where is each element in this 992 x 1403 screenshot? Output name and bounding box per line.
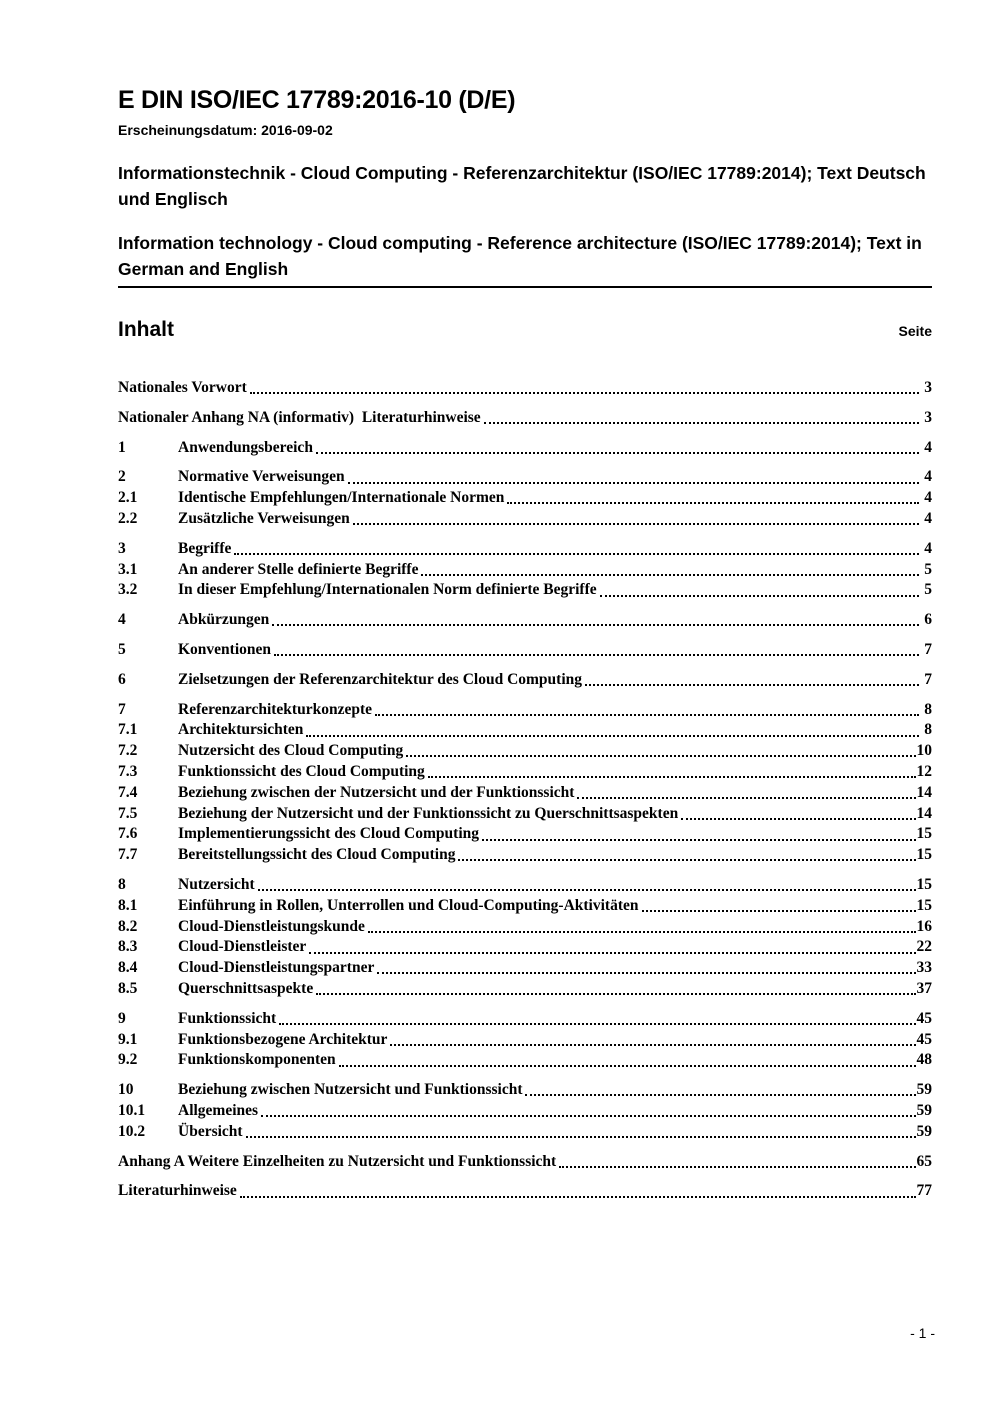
- toc-entry-number: 7.3: [118, 762, 138, 780]
- toc-entry-number: 8.3: [118, 938, 138, 956]
- toc-leader-dots: [309, 952, 915, 954]
- toc-entry-number: 5: [118, 640, 126, 658]
- toc-entry-page: 12: [916, 762, 932, 780]
- toc-leader-dots: [600, 595, 919, 597]
- toc-entry-page: 7: [924, 670, 932, 688]
- toc-entry: [118, 610, 932, 631]
- toc-entry-page: 59: [916, 1101, 932, 1119]
- toc-entry: [118, 1080, 932, 1101]
- toc-list: [118, 378, 932, 1202]
- toc-leader-dots: [353, 523, 919, 525]
- toc-entry: [118, 917, 932, 938]
- toc-entry-number: 7: [118, 700, 126, 718]
- toc-entry-title: Einführung in Rollen, Unterrollen und Cloud-Computing-Aktivitäten: [178, 896, 639, 914]
- toc-leader-dots: [261, 1115, 915, 1117]
- toc-entry: [118, 720, 932, 741]
- toc-leader-dots: [272, 624, 919, 626]
- toc-entry: [118, 741, 932, 762]
- toc-entry-title: Beziehung der Nutzersicht und der Funktionssicht zu Querschnittsaspekten: [178, 804, 679, 822]
- toc-entry: [118, 467, 932, 488]
- toc-leader-dots: [428, 776, 916, 778]
- toc-entry-title: Funktionssicht: [178, 1009, 277, 1027]
- toc-entry: [118, 1101, 932, 1122]
- document-page: [118, 0, 932, 1403]
- toc-entry-number: 2: [118, 468, 126, 486]
- toc-entry-title: Cloud-Dienstleistungspartner: [178, 959, 375, 977]
- toc-entry: [118, 783, 932, 804]
- toc-entry-title: Normative Verweisungen: [178, 468, 345, 486]
- toc-entry-title: Allgemeines: [178, 1101, 259, 1119]
- toc-entry-title: Abkürzungen: [178, 611, 270, 629]
- toc-entry-number: 7.7: [118, 846, 138, 864]
- toc-leader-dots: [246, 1136, 916, 1138]
- toc-leader-dots: [258, 889, 916, 891]
- toc-entry-title: Nationaler Anhang NA (informativ) Literaturhinweise: [118, 408, 481, 426]
- toc-entry: [118, 875, 932, 896]
- toc-entry-title: Nationales Vorwort: [118, 379, 247, 396]
- toc-entry-number: 4: [118, 611, 126, 629]
- toc-entry: [118, 1152, 932, 1173]
- publication-date: Erscheinungsdatum: 2016-09-02: [118, 122, 333, 138]
- toc-entry: [118, 408, 932, 429]
- toc-entry-page: 6: [924, 611, 932, 629]
- toc-leader-dots: [339, 1065, 916, 1067]
- toc-leader-dots: [250, 392, 919, 394]
- toc-entry-title: Funktionskomponenten: [178, 1051, 336, 1069]
- toc-leader-dots: [484, 422, 919, 424]
- toc-entry-page: 45: [916, 1009, 932, 1027]
- toc-leader-dots: [368, 931, 916, 933]
- toc-entry-title: Anhang A Weitere Einzelheiten zu Nutzersicht und Funktionssicht: [118, 1152, 557, 1170]
- toc-entry-page: 4: [924, 468, 932, 486]
- toc-entry-title: Konventionen: [178, 640, 272, 658]
- toc-leader-dots: [406, 755, 915, 757]
- toc-entry: [118, 509, 932, 530]
- toc-entry-page: 5: [924, 560, 932, 578]
- toc-leader-dots: [681, 818, 915, 820]
- document-title-german: Informationstechnik - Cloud Computing - Referenzarchitektur (ISO/IEC 17789:2014); Text Deutsch und Englisch: [118, 163, 926, 209]
- toc-entry-page: 48: [916, 1051, 932, 1069]
- toc-entry-title: Übersicht: [178, 1122, 243, 1140]
- toc-entry-number: 1: [118, 438, 126, 456]
- toc-entry-number: 9.2: [118, 1051, 138, 1069]
- toc-entry-page: 4: [924, 539, 932, 557]
- toc-entry-number: 7.5: [118, 804, 138, 822]
- toc-entry-number: 2.2: [118, 509, 138, 527]
- toc-entry: [118, 1050, 932, 1071]
- toc-leader-dots: [234, 553, 919, 555]
- toc-entry-number: 3.1: [118, 560, 138, 578]
- toc-entry: [118, 1030, 932, 1051]
- toc-entry-number: 8.2: [118, 917, 138, 935]
- toc-entry-title: Beziehung zwischen der Nutzersicht und der Funktionssicht: [178, 783, 575, 801]
- toc-leader-dots: [421, 574, 919, 576]
- toc-entry-page: 37: [916, 979, 932, 997]
- toc-leader-dots: [390, 1044, 915, 1046]
- toc-entry: [118, 700, 932, 721]
- toc-entry-page: 8: [924, 700, 932, 718]
- toc-entry-page: 4: [924, 489, 932, 507]
- toc-leader-dots: [274, 654, 919, 656]
- toc-entry-title: Implementierungssicht des Cloud Computing: [178, 825, 479, 843]
- toc-leader-dots: [525, 1094, 915, 1096]
- toc-entry-page: 8: [924, 721, 932, 739]
- toc-entry-title: Literaturhinweise: [118, 1182, 237, 1200]
- toc-leader-dots: [306, 735, 919, 737]
- toc-entry-title: Anwendungsbereich: [178, 438, 313, 456]
- toc-entry-number: 9: [118, 1009, 126, 1027]
- toc-leader-dots: [240, 1196, 916, 1198]
- toc-leader-dots: [316, 452, 919, 454]
- toc-entry-page: 4: [924, 509, 932, 527]
- toc-entry: [118, 539, 932, 560]
- toc-leader-dots: [642, 910, 916, 912]
- toc-entry-page: 4: [924, 438, 932, 456]
- toc-entry: [118, 979, 932, 1000]
- toc-entry-number: 8.4: [118, 959, 138, 977]
- toc-entry-title: Funktionssicht des Cloud Computing: [178, 762, 425, 780]
- toc-entry: [118, 488, 932, 509]
- toc-entry-number: 7.1: [118, 721, 138, 739]
- toc-entry-number: 10: [118, 1081, 134, 1099]
- toc-leader-dots: [279, 1023, 915, 1025]
- toc-entry: [118, 1009, 932, 1030]
- toc-entry-number: 3: [118, 539, 126, 557]
- toc-leader-dots: [348, 482, 919, 484]
- toc-entry-page: 15: [916, 896, 932, 914]
- toc-entry: [118, 1181, 932, 1202]
- toc-entry-page: 45: [916, 1030, 932, 1048]
- toc-entry: [118, 640, 932, 661]
- toc-entry-title: Nutzersicht des Cloud Computing: [178, 742, 404, 760]
- toc-entry-title: In dieser Empfehlung/Internationalen Norm definierte Begriffe: [178, 581, 597, 599]
- toc-entry-number: 10.1: [118, 1101, 146, 1119]
- toc-entry-page: 59: [916, 1122, 932, 1140]
- toc-leader-dots: [585, 684, 919, 686]
- toc-entry-page: 65: [916, 1152, 932, 1170]
- toc-entry: [118, 958, 932, 979]
- toc-entry: [118, 896, 932, 917]
- toc-leader-dots: [458, 859, 915, 861]
- toc-entry-number: 8.1: [118, 896, 138, 914]
- toc-entry: [118, 937, 932, 958]
- toc-entry: [118, 762, 932, 783]
- document-id-title: E DIN ISO/IEC 17789:2016-10 (D/E): [118, 86, 516, 114]
- header-divider: [118, 286, 932, 288]
- toc-entry-page: 16: [916, 917, 932, 935]
- toc-entry: [118, 824, 932, 845]
- toc-entry-number: 7.6: [118, 825, 138, 843]
- toc-entry-page: 5: [924, 581, 932, 599]
- toc-entry-title: Referenzarchitekturkonzepte: [178, 700, 372, 718]
- toc-entry-number: 9.1: [118, 1030, 138, 1048]
- toc-entry-title: Cloud-Dienstleister: [178, 938, 307, 956]
- toc-entry-page: 3: [924, 408, 932, 426]
- toc-entry: [118, 804, 932, 825]
- toc-entry-title: Bereitstellungssicht des Cloud Computing: [178, 846, 456, 864]
- toc-leader-dots: [507, 502, 919, 504]
- toc-entry-title: Zusätzliche Verweisungen: [178, 509, 350, 527]
- toc-entry-page: 15: [916, 846, 932, 864]
- toc-entry-page: 10: [916, 742, 932, 760]
- toc-entry-page: 14: [916, 804, 932, 822]
- toc-entry-title: Begriffe: [178, 539, 232, 557]
- toc-entry-title: Architektursichten: [178, 721, 304, 739]
- toc-entry-title: Querschnittsaspekte: [178, 979, 314, 997]
- toc-entry-number: 8.5: [118, 979, 138, 997]
- toc-entry-page: 7: [924, 640, 932, 658]
- toc-header: [118, 318, 932, 342]
- toc-entry-page: 22: [916, 938, 932, 956]
- toc-entry-title: Zielsetzungen der Referenzarchitektur des Cloud Computing: [178, 670, 582, 688]
- toc-leader-dots: [377, 972, 915, 974]
- toc-entry-page: 15: [916, 825, 932, 843]
- toc-entry-page: 14: [916, 783, 932, 801]
- toc-leader-dots: [482, 839, 916, 841]
- toc-leader-dots: [559, 1166, 915, 1168]
- toc-entry-title: Nutzersicht: [178, 875, 255, 893]
- toc-page-column-label: Seite: [898, 323, 932, 339]
- toc-leader-dots: [375, 714, 919, 716]
- toc-entry-number: 6: [118, 670, 126, 688]
- toc-entry-page: 15: [916, 875, 932, 893]
- toc-entry-number: 10.2: [118, 1122, 146, 1140]
- toc-leader-dots: [577, 797, 915, 799]
- toc-entry-page: 59: [916, 1081, 932, 1099]
- toc-entry-number: 7.2: [118, 742, 138, 760]
- toc-entry-page: 3: [924, 379, 932, 396]
- toc-entry-page: 77: [916, 1182, 932, 1200]
- toc-entry-page: 33: [916, 959, 932, 977]
- toc-entry-number: 2.1: [118, 489, 138, 507]
- toc-entry-number: 7.4: [118, 783, 138, 801]
- toc-entry: [118, 1122, 932, 1143]
- toc-entry: [118, 580, 932, 601]
- toc-entry: [118, 438, 932, 459]
- toc-heading: Inhalt: [118, 318, 174, 341]
- toc-entry-title: Beziehung zwischen Nutzersicht und Funktionssicht: [178, 1081, 523, 1099]
- toc-entry: [118, 670, 932, 691]
- toc-entry: [118, 560, 932, 581]
- toc-entry-number: 3.2: [118, 581, 138, 599]
- toc-entry-title: Cloud-Dienstleistungskunde: [178, 917, 365, 935]
- toc-entry-title: An anderer Stelle definierte Begriffe: [178, 560, 419, 578]
- toc-entry-title: Identische Empfehlungen/Internationale Normen: [178, 489, 505, 507]
- toc-entry-title: Funktionsbezogene Architektur: [178, 1030, 388, 1048]
- document-title-english: Information technology - Cloud computing - Reference architecture (ISO/IEC 17789:2014); Text in German and English: [118, 233, 922, 279]
- footer-page-number: - 1 -: [910, 1325, 935, 1341]
- toc-leader-dots: [316, 993, 915, 995]
- toc-entry: [118, 845, 932, 866]
- toc-entry-number: 8: [118, 875, 126, 893]
- toc-entry: [118, 378, 932, 399]
